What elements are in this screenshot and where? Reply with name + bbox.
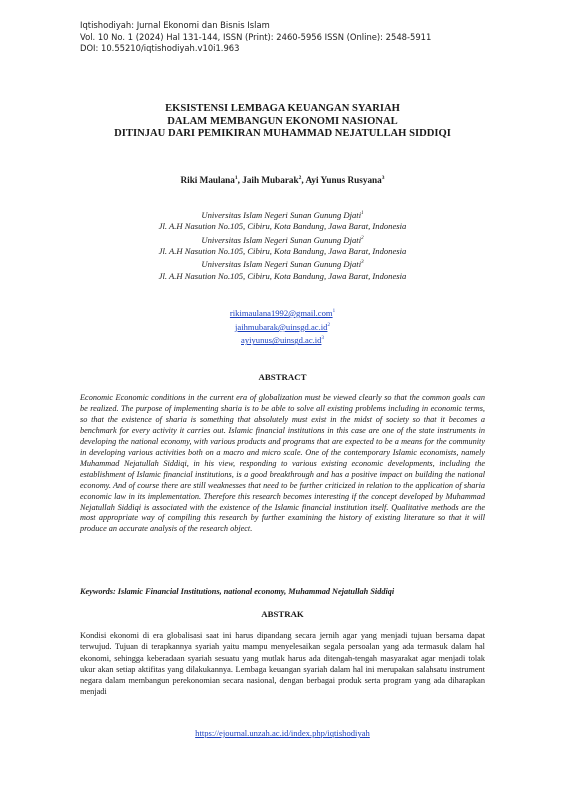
affiliation-sup: 3: [361, 260, 364, 266]
title-line-2: DALAM MEMBANGUN EKONOMI NASIONAL: [167, 115, 398, 127]
university-name: Universitas Islam Negeri Sunan Gunung Djati: [201, 234, 362, 245]
affiliation-sup: 1: [361, 211, 364, 216]
abstrak-heading: ABSTRAK: [261, 609, 304, 619]
author-sup: 1: [234, 175, 238, 181]
affiliation-university: [60, 233, 505, 246]
journal-url-link[interactable]: https://ejournal.unzah.ac.id/index.php/iqtishodiyah: [195, 728, 370, 738]
abstrak-text: Kondisi ekonomi di era globalisasi saat ini harus dipandang secara jernih agar yang menjadi tujuan bersama dapat terwujud. Tujuan di terapkannya syariah yaitu mampu menyelesaikan segala persoalan yang ada termasuk dalam hal ekonomi, sehingga keberadaan syariah sesuatu yang mutlak harus ada ditengah-tengah masyarakat agar menjadi tolak ukur akan setiap aktifitas yang dilakukannya. Lembaga keuangan syariah dalam hal ini merupakan salahsatu instrument negara dalam membangun perekonomian secara nasional, dengan berbagai produk serta program yang ada diharapkan menjadi: [80, 631, 485, 697]
keywords: Keywords: Islamic Financial Institutions, national economy, Muhammad Nejatullah Siddiqi: [80, 587, 395, 596]
journal-doi: DOI: 10.55210/iqtishodiyah.v10i1.963: [80, 43, 240, 53]
email-list: [60, 306, 505, 347]
email-link[interactable]: rikimaulana1992@gmail.com: [229, 307, 333, 318]
author-sup: 3: [381, 175, 385, 181]
affiliation-address: Jl. A.H Nasution No.105, Cibiru, Kota Bandung, Jawa Barat, Indonesia: [158, 270, 407, 281]
affiliation-university: [60, 257, 505, 270]
university-name: Universitas Islam Negeri Sunan Gunung Djati: [201, 259, 362, 270]
author-name: Ayi Yunus Rusyana: [305, 175, 382, 186]
journal-name: Iqtishodiyah: Jurnal Ekonomi dan Bisnis Islam: [80, 20, 270, 30]
journal-volume-issn: Vol. 10 No. 1 (2024) Hal 131-144, ISSN (Print): 2460-5956 ISSN (Online): 2548-5911: [80, 31, 432, 42]
abstract-text: Economic Economic conditions in the current era of globalization must be viewed clearly so that the common goals can be realized. The purpose of implementing sharia is to be able to solve all existing problems including in economic terms, so that the existence of sharia is something that absolutely must exist in the midst of society so that it becomes a benchmark for every activity it carries out. Islamic financial institutions in this case are one of the state instruments in developing the national economy, with various products and programs that are expected to be a means for the community in developing various activities both on a macro and micro scale. One of the contemporary Islamic economists, namely Muhammad Nejatullah Siddiqi, in his view, responding to various existing economic developments, including the establishment of Islamic financial institutions, is a good breakthrough and has a positive impact on building the national economy. And of course there are still weaknesses that need to be further criticized in relation to the application of sharia economic law in its implementation. Therefore this research becomes interesting if the concept developed by Muhammad Nejatullah Siddiqi is associated with the existence of the Islamic financial institution itself. Qualitative methods are the most appropriate way of compiling this research by further examining the history of existing literature so that it will produce an accurate analysis of the research object.: [80, 393, 485, 534]
email-link[interactable]: ayiyunus@uinsgd.ac.id: [241, 335, 322, 346]
affiliation-university: [60, 208, 505, 221]
affiliation-list: [60, 208, 505, 282]
email-sup: 2: [327, 322, 330, 328]
abstract-heading: ABSTRACT: [258, 372, 307, 382]
email-link[interactable]: jaihmubarak@uinsgd.ac.id: [235, 321, 328, 332]
footer: [60, 728, 505, 738]
email-sup: 3: [321, 336, 324, 342]
author-name: Jaih Mubarak: [242, 175, 299, 186]
affiliation-address: Jl. A.H Nasution No.105, Cibiru, Kota Bandung, Jawa Barat, Indonesia: [158, 221, 407, 232]
author-sup: 2: [298, 175, 302, 181]
paper-title: [60, 103, 505, 141]
author-separator: ,: [237, 175, 243, 186]
author-name: Riki Maulana: [180, 175, 235, 186]
email-sup: 1: [332, 309, 336, 314]
title-line-1: EKSISTENSI LEMBAGA KEUANGAN SYARIAH: [165, 103, 400, 114]
journal-header: [80, 20, 431, 55]
affiliation-sup: 2: [361, 235, 364, 241]
title-line-3: DITINJAU DARI PEMIKIRAN MUHAMMAD NEJATULLAH SIDDIQI: [114, 128, 451, 140]
author-list: [60, 175, 505, 185]
author-separator: ,: [301, 175, 306, 186]
affiliation-address: Jl. A.H Nasution No.105, Cibiru, Kota Bandung, Jawa Barat, Indonesia: [158, 245, 407, 256]
university-name: Universitas Islam Negeri Sunan Gunung Djati: [201, 209, 362, 220]
